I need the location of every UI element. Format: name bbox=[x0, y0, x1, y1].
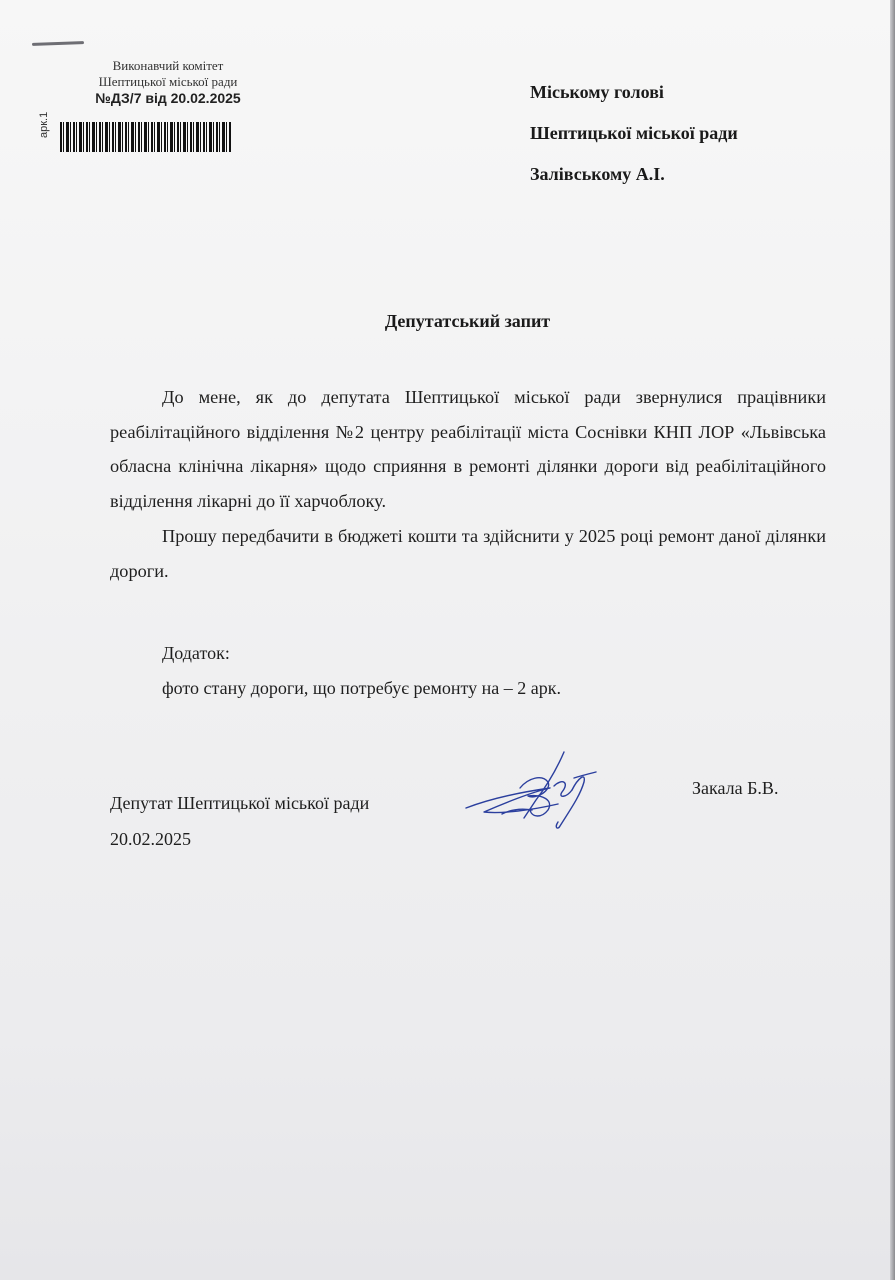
barcode-image bbox=[60, 122, 232, 152]
document-body bbox=[110, 380, 826, 588]
addressee-line-1: Міському голові bbox=[530, 82, 664, 102]
document-title: Депутатський запит bbox=[384, 311, 551, 331]
page-edge-shadow bbox=[890, 0, 895, 1280]
handwritten-signature bbox=[462, 748, 602, 830]
stamp-organization bbox=[78, 58, 258, 90]
pen-mark bbox=[32, 41, 84, 46]
attachment-label: Додаток: bbox=[162, 643, 230, 663]
stamp-sheet-count: арк.1 bbox=[38, 111, 50, 138]
signatory-position: Депутат Шептицької міської ради bbox=[110, 793, 370, 813]
addressee-line-2: Шептицької міської ради bbox=[530, 123, 738, 143]
body-paragraph-2: Прошу передбачити в бюджеті кошти та здійснити у 2025 році ремонт даної ділянки дороги. bbox=[110, 525, 826, 581]
signatory-block bbox=[110, 785, 369, 857]
addressee-block bbox=[530, 72, 738, 195]
signature-date: 20.02.2025 bbox=[110, 829, 191, 849]
body-paragraph-1: До мене, як до депутата Шептицької міської ради звернулися працівники реабілітаційного відділення №2 центру реабілітації міста Соснівки КНП ЛОР «Львівська обласна клінічна лікарня» щодо сприяння в ремонті ділянки дороги від реабілітаційного відділення лікарні до її харчоблоку. bbox=[110, 387, 826, 512]
stamp-registration-number: №ДЗ/7 від 20.02.2025 bbox=[95, 90, 241, 106]
addressee-line-3: Залівському А.І. bbox=[530, 164, 665, 184]
signatory-name: Закала Б.В. bbox=[692, 778, 779, 798]
attachment-block bbox=[162, 636, 561, 706]
attachment-text: фото стану дороги, що потребує ремонту на – 2 арк. bbox=[162, 678, 561, 698]
stamp-org-line-2: Шептицької міської ради bbox=[98, 74, 238, 89]
stamp-org-line-1: Виконавчий комітет bbox=[112, 58, 224, 73]
